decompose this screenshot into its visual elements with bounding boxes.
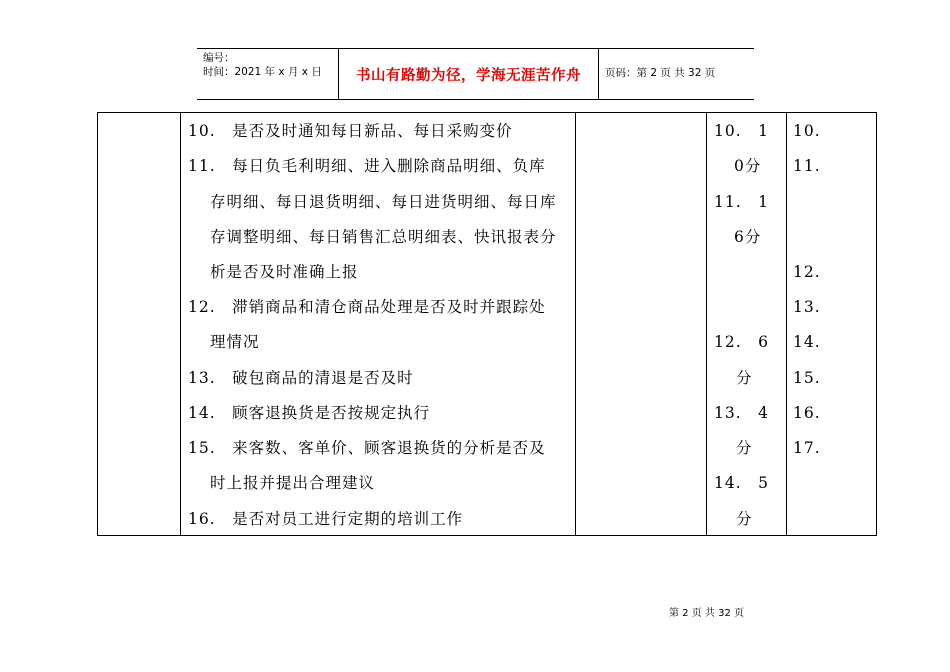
number-cell: 15. [793,369,821,387]
header-meta-cell [197,49,339,99]
item-line: 13. 破包商品的清退是否及时 [188,369,414,387]
item-line: 12. 滞销商品和清仓商品处理是否及时并跟踪处 [188,298,546,316]
number-cell: 13. [793,298,821,316]
score-cell: 分 [736,369,753,387]
header-page-number: 页码：第 2 页 共 32 页 [605,67,716,79]
item-line: 理情况 [210,333,260,351]
number-cell: 10. [793,122,821,140]
number-cell: 16. [793,404,821,422]
score-cell: 分 [736,439,753,457]
column-divider [786,113,787,535]
page-footer: 第 2 页 共 32 页 [669,608,744,619]
header-page-cell [599,49,754,99]
serial-number-label: 编号： [203,52,235,64]
number-cell: 14. [793,333,821,351]
item-line: 11. 每日负毛利明细、进入删除商品明细、负库 [188,157,546,175]
score-cell: 14. 5 [714,474,770,492]
score-cell: 6分 [734,228,762,246]
score-cell: 11. 1 [714,193,770,211]
item-line: 时上报并提出合理建议 [210,474,376,492]
date-label: 时间：2021 年 x 月 x 日 [203,66,322,78]
score-cell: 分 [736,510,753,528]
column-divider [575,113,576,535]
item-line: 16. 是否对员工进行定期的培训工作 [188,510,464,528]
score-cell: 13. 4 [714,404,770,422]
column-divider [180,113,181,535]
item-line: 析是否及时准确上报 [210,263,359,281]
number-cell: 11. [793,157,821,175]
score-cell: 12. 6 [714,333,770,351]
score-cell: 10. 1 [714,122,770,140]
item-line: 存调整明细、每日销售汇总明细表、快讯报表分 [210,228,557,246]
header-slogan: 书山有路勤为径，学海无涯苦作舟 [356,68,581,84]
header-slogan-cell [339,49,599,99]
item-line: 存明细、每日退货明细、每日进货明细、每日库 [210,193,557,211]
number-cell: 17. [793,439,821,457]
number-cell: 12. [793,263,821,281]
item-line: 14. 顾客退换货是否按规定执行 [188,404,431,422]
score-cell: 0分 [734,157,762,175]
item-line: 15. 来客数、客单价、顾客退换货的分析是否及 [188,439,546,457]
column-divider [706,113,707,535]
page-header [197,48,754,100]
item-line: 10. 是否及时通知每日新品、每日采购变价 [188,122,513,140]
checklist-table [97,112,877,536]
